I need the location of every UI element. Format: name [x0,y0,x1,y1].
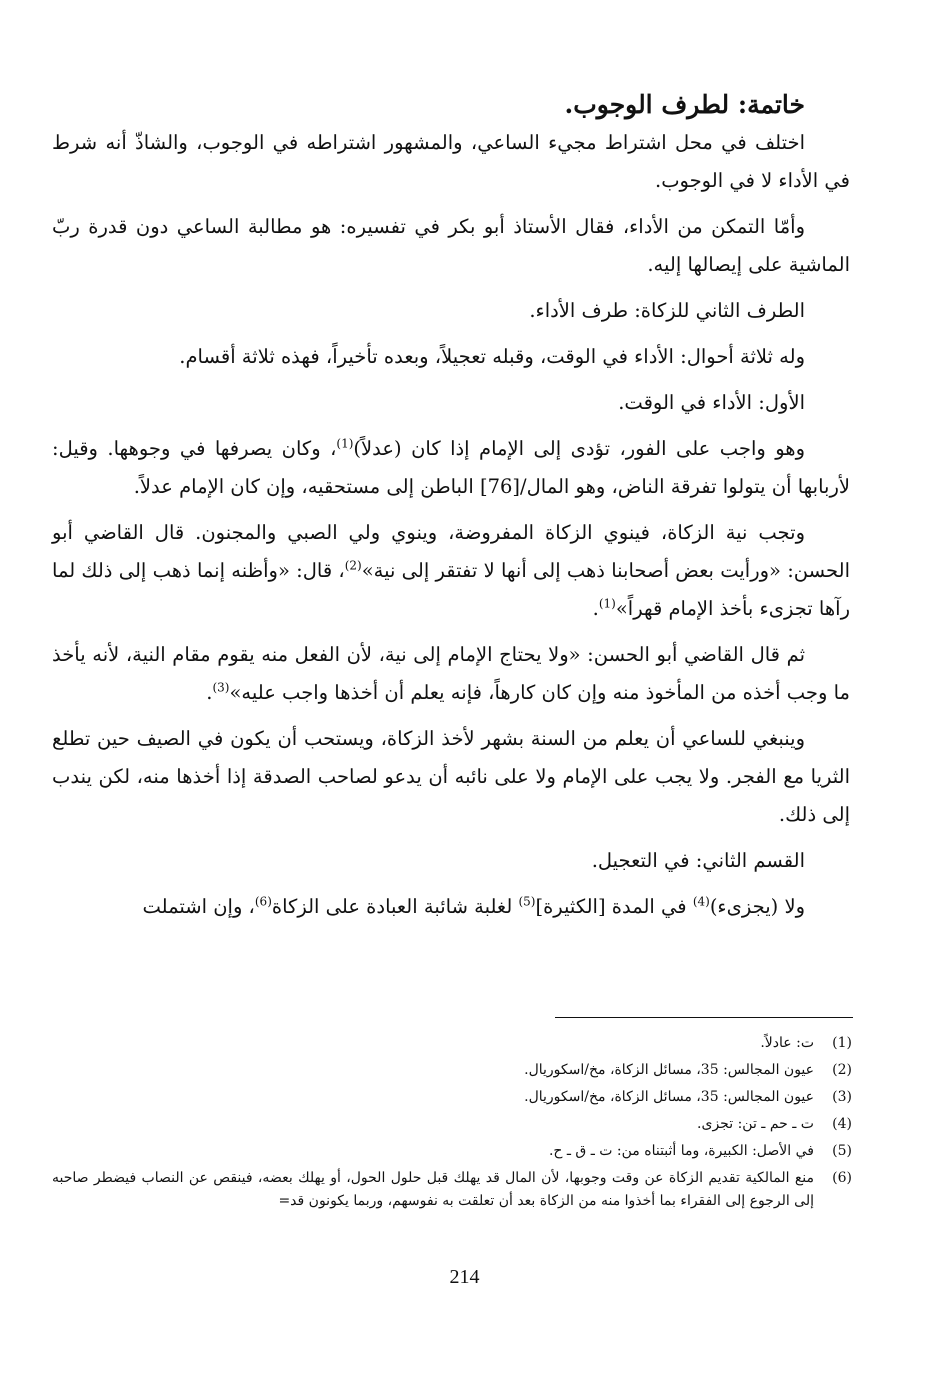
paragraph-7-text-b: ، قال: «وأظنه إنما ذهب إلى ذلك لما رآها تجزىء بأخذ الإمام قهراً» [52,559,850,620]
footnote-item [52,1113,852,1135]
footnote-text: في الأصل: الكبيرة، وما أثبتناه من: ت ـ ق ـ ح. [548,1143,814,1159]
paragraph-6-text-b: ، وكان يصرفها في وجوهها. وقيل: لأربابها أن يتولوا تفرقة الناض، وهو المال/[76] الباطن إلى مستحقيه، وإن كان الإمام عدلاً. [52,437,850,498]
paragraph-7-text-c: . [592,597,599,620]
footnote-ref[interactable]: (6) [254,894,272,909]
footnote-number: (5) [832,1143,852,1159]
footnotes [52,1032,852,1218]
paragraph-3: الطرف الثاني للزكاة: طرف الأداء. [529,299,805,322]
footnote-text: عيون المجالس: 35، مسائل الزكاة، مخ/اسكوريال. [524,1089,814,1105]
paragraph-1: اختلف في محل اشتراط مجيء الساعي، والمشهور اشتراطه في الوجوب، والشاذّ أنه شرط في الأداء لا في الوجوب. [52,131,850,192]
paragraph-7 [52,514,850,628]
paragraph-11 [52,888,850,926]
paragraph-11-text-c: لغلبة شائبة العبادة على الزكاة [271,895,519,918]
page-body [52,88,850,934]
paragraph-4: وله ثلاثة أحوال: الأداء في الوقت، وقبله تعجيلاً، وبعده تأخيراً، فهذه ثلاثة أقسام. [179,345,805,368]
footnote-text: ت: عادلاً. [760,1035,814,1051]
paragraph-11-text-a: ولا (يجزىء) [709,895,805,918]
paragraph-11-text-d: ، وإن اشتملت [142,895,255,918]
footnote-text: ت ـ حم ـ تن: تجزى. [697,1116,814,1132]
paragraph-8-text-b: . [206,681,213,704]
footnote-number: (3) [832,1089,852,1105]
footnote-text: منع المالكية تقديم الزكاة عن وقت وجوبها، لأن المال قد يهلك قبل حلول الحول، أو يهلك بعضه، فينقص عن النصاب فيضطر صاحبه إلى الرجوع إلى الفقراء بما أخذوا منه من الزكاة بعد أن تعلقت به نفوسهم، وربما يكونون قد= [52,1170,814,1209]
footnote-separator [555,1017,853,1018]
footnote-number: (1) [832,1035,852,1051]
footnote-ref[interactable]: (1) [598,596,616,611]
paragraph-10: القسم الثاني: في التعجيل. [591,849,805,872]
footnote-ref[interactable]: (4) [692,894,710,909]
footnote-number: (2) [832,1062,852,1078]
footnote-ref[interactable]: (3) [212,680,230,695]
footnote-number: (6) [832,1170,852,1186]
paragraph-6 [52,430,850,506]
page-number: 214 [449,1266,480,1288]
paragraph-9: وينبغي للساعي أن يعلم من السنة بشهر لأخذ الزكاة، ويستحب أن يكون في الصيف حين تطلع الثريا مع الفجر. ولا يجب على الإمام ولا على نائبه أن يدعو لصاحب الصدقة إذا أخذها منه، لكن يندب إلى ذلك. [52,727,850,826]
footnote-item [52,1167,852,1213]
paragraph-6-text-a: وهو واجب على الفور، تؤدى إلى الإمام إذا كان (عدلاً) [353,437,806,460]
paragraph-5: الأول: الأداء في الوقت. [618,391,805,414]
section-title: خاتمة: لطرف الوجوب. [564,90,805,119]
paragraph-8 [52,636,850,712]
footnote-ref[interactable]: (5) [518,894,536,909]
paragraph-2: وأمّا التمكن من الأداء، فقال الأستاذ أبو بكر في تفسيره: هو مطالبة الساعي دون قدرة ربّ الماشية على إيصالها إليه. [52,215,850,276]
footnote-text: عيون المجالس: 35، مسائل الزكاة، مخ/اسكوريال. [524,1062,814,1078]
footnote-item [52,1086,852,1108]
footnote-item [52,1032,852,1054]
footnote-ref[interactable]: (2) [344,558,362,573]
footnote-ref[interactable]: (1) [336,436,354,451]
paragraph-7-text-a: وتجب نية الزكاة، فينوي الزكاة المفروضة، وينوي ولي الصبي والمجنون. قال القاضي أبو الحسن: «ورأيت بعض أصحابنا ذهب إلى أنها لا تفتقر إلى نية» [52,521,850,582]
footnote-number: (4) [832,1116,852,1132]
paragraph-11-text-b: في المدة [الكثيرة] [535,895,693,918]
footnote-item [52,1140,852,1162]
paragraph-8-text-a: ثم قال القاضي أبو الحسن: «ولا يحتاج الإمام إلى نية، لأن الفعل منه يقوم مقام النية، لأنه يأخذ ما وجب أخذه من المأخوذ منه وإن كان كارهاً، فإنه يعلم أن أخذها واجب عليه» [52,643,850,704]
footnote-item [52,1059,852,1081]
